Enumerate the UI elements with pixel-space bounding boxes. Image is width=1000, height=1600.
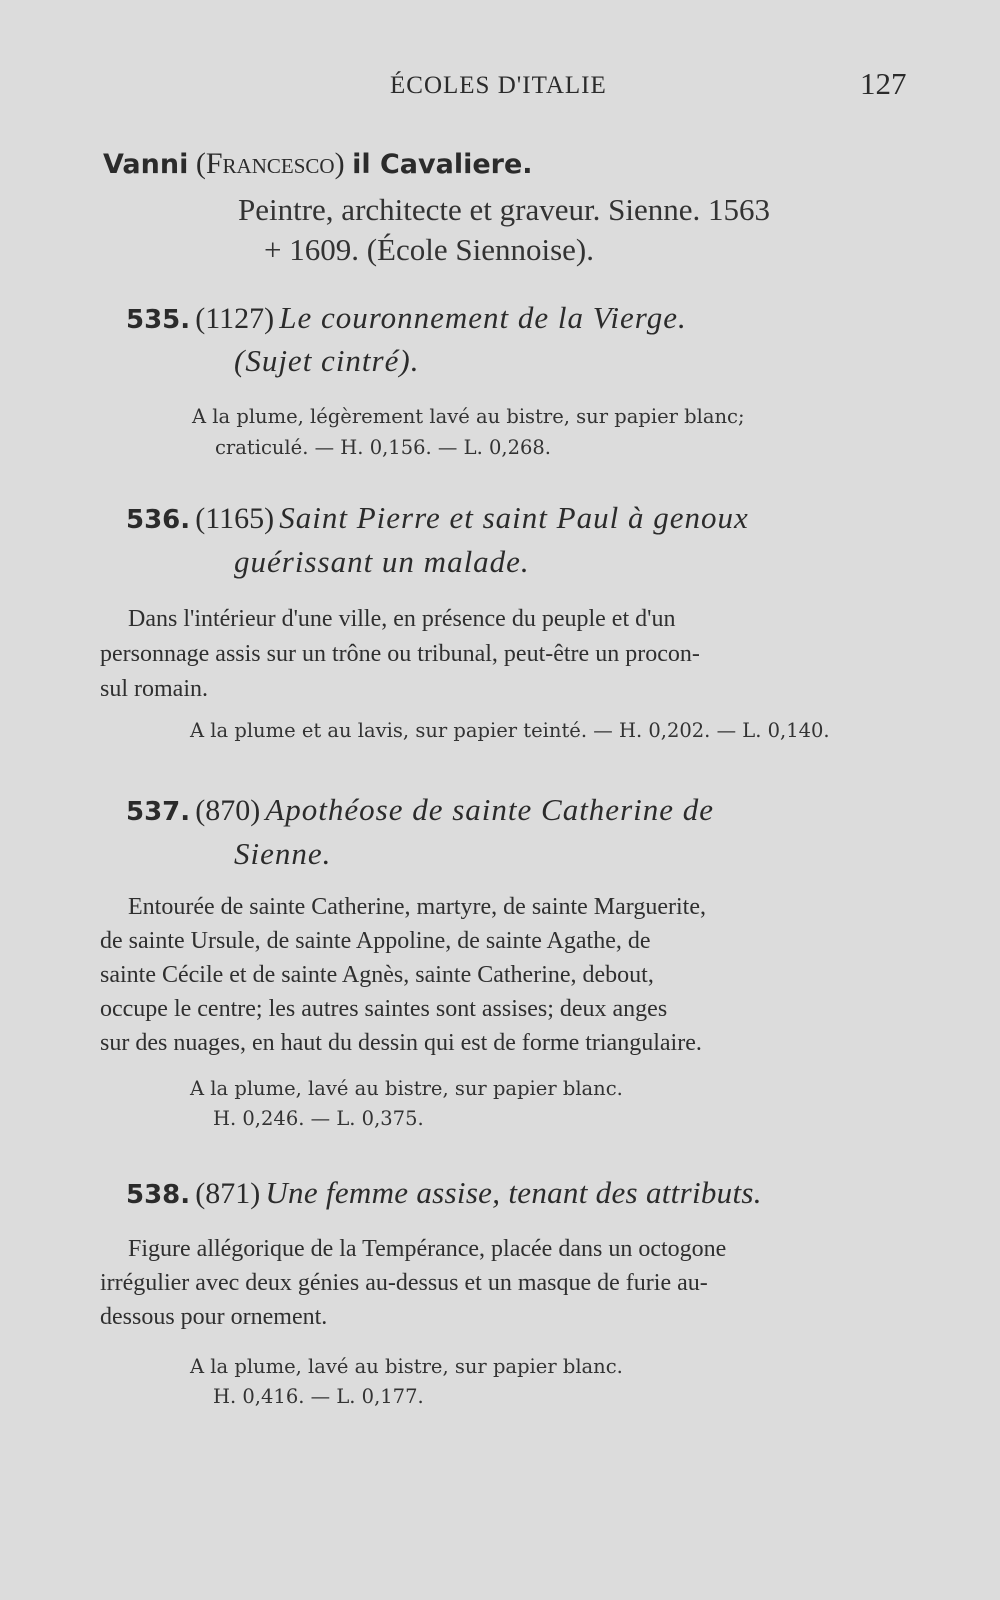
description-line: personnage assis sur un trône ou tribunal, peut-être un procon- <box>100 641 700 667</box>
entry-538-heading <box>126 1175 762 1211</box>
artist-bio-line: Peintre, architecte et graveur. Sienne. 1563 <box>238 192 770 227</box>
entry-536-heading <box>126 500 749 536</box>
description-line: occupe le centre; les autres saintes sont assises; deux anges <box>100 996 668 1022</box>
artist-open-paren: ( <box>195 147 206 180</box>
description-line: irrégulier avec deux génies au-dessus et un masque de furie au- <box>100 1270 708 1296</box>
artist-heading <box>103 147 533 181</box>
technique-line: A la plume, légèrement lavé au bistre, sur papier blanc; <box>192 405 745 428</box>
description-line: sul romain. <box>100 676 208 702</box>
artist-bio-line: + 1609. (École Siennoise). <box>264 232 594 267</box>
entry-title-continued: Sienne. <box>234 836 332 871</box>
entry-title-continued: (Sujet cintré). <box>234 343 420 378</box>
artist-close-paren: ) <box>334 147 345 180</box>
description-line: dessous pour ornement. <box>100 1304 328 1330</box>
technique-line: H. 0,416. — L. 0,177. <box>213 1385 424 1408</box>
entry-title: Apothéose de sainte Catherine de <box>265 792 715 827</box>
inventory-number: (1127) <box>195 302 275 335</box>
artist-surname: Vanni <box>103 149 189 180</box>
description-line: Dans l'intérieur d'une ville, en présence du peuple et d'un <box>128 606 676 632</box>
entry-title: Le couronnement de la Vierge. <box>279 300 687 335</box>
description-line: Figure allégorique de la Tempérance, placée dans un octogone <box>128 1236 727 1262</box>
entry-number: 538. <box>126 1180 191 1210</box>
technique-line: craticulé. — H. 0,156. — L. 0,268. <box>215 436 551 459</box>
inventory-number: (871) <box>195 1177 261 1210</box>
entry-title: Saint Pierre et saint Paul à genoux <box>279 500 749 535</box>
entry-number: 535. <box>126 305 191 335</box>
entry-537-heading <box>126 792 714 828</box>
running-title: ÉCOLES D'ITALIE <box>390 72 607 99</box>
technique-line: A la plume, lavé au bistre, sur papier blanc. <box>190 1355 623 1378</box>
entry-number: 537. <box>126 797 191 827</box>
entry-title: Une femme assise, tenant des attributs. <box>265 1175 762 1210</box>
inventory-number: (1165) <box>195 502 275 535</box>
technique-line: H. 0,246. — L. 0,375. <box>213 1107 424 1130</box>
page-number: 127 <box>860 66 907 101</box>
technique-line: A la plume et au lavis, sur papier teinté. — H. 0,202. — L. 0,140. <box>190 719 830 742</box>
artist-suffix: il Cavaliere. <box>352 149 533 180</box>
description-line: de sainte Ursule, de sainte Appoline, de sainte Agathe, de <box>100 928 651 954</box>
inventory-number: (870) <box>195 794 261 827</box>
description-line: sainte Cécile et de sainte Agnès, sainte Catherine, debout, <box>100 962 654 988</box>
description-line: Entourée de sainte Catherine, martyre, de sainte Marguerite, <box>128 894 706 920</box>
entry-title-continued: guérissant un malade. <box>234 544 530 579</box>
technique-line: A la plume, lavé au bistre, sur papier blanc. <box>190 1077 623 1100</box>
entry-535-heading <box>126 300 687 336</box>
entry-number: 536. <box>126 505 191 535</box>
artist-first-name: Francesco <box>205 147 335 180</box>
description-line: sur des nuages, en haut du dessin qui est de forme triangulaire. <box>100 1030 702 1056</box>
